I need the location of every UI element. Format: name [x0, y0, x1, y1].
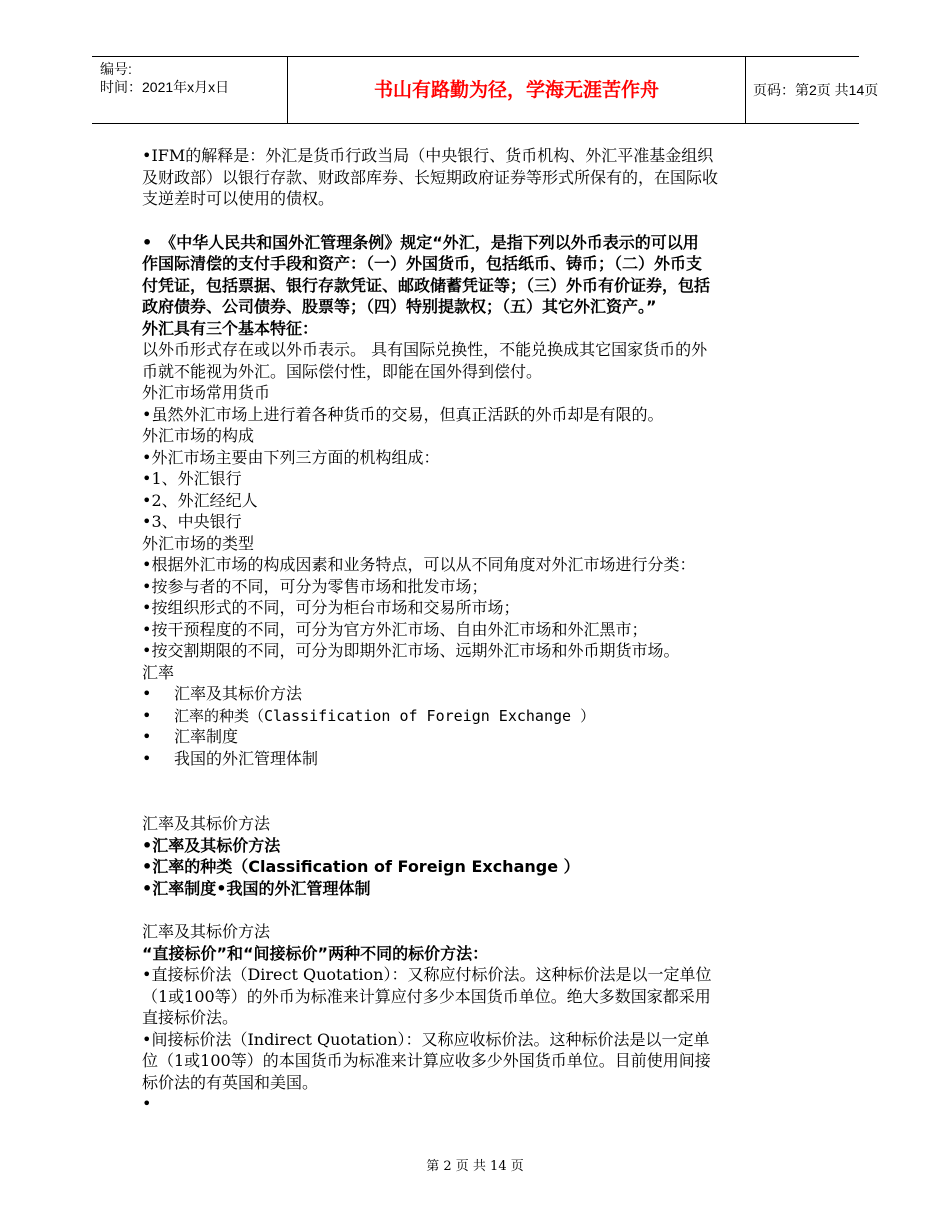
- body-line: 及财政部）以银行存款、财政部库券、长短期政府证券等形式所保有的，在国际收: [142, 167, 719, 187]
- body-line: 外汇市场的构成: [142, 426, 255, 445]
- body-line: •1、外汇银行: [142, 469, 242, 488]
- header-motto: 书山有路勤为径，学海无涯苦作舟: [373, 79, 659, 101]
- time-label: 时间：2021年x月x日: [100, 79, 230, 95]
- body-line: 标价法的有英国和美国。: [142, 1072, 319, 1092]
- body-line: •间接标价法（Indirect Quotation）：又称应收标价法。这种标价法是以一定单: [142, 1029, 710, 1049]
- body-line: 币就不能视为外汇。国际偿付性，即能在国外得到偿付。: [142, 361, 543, 381]
- body-line: •直接标价法（Direct Quotation）：又称应付标价法。这种标价法是以一定单位: [142, 965, 712, 984]
- body-line-bold: 外汇具有三个基本特征：: [142, 318, 319, 338]
- bullet: •: [142, 727, 152, 746]
- body-line: 外汇市场常用货币: [142, 383, 271, 402]
- page-footer: 第 2 页 共 14 页: [426, 1159, 524, 1174]
- body-line: •按干预程度的不同，可分为官方外汇市场、自由外汇市场和外汇黑市；: [142, 619, 648, 639]
- list-item: [142, 748, 814, 770]
- body-line: •虽然外汇市场上进行着各种货币的交易，但真正活跃的外币却是有限的。: [142, 404, 664, 424]
- page-header: [92, 56, 879, 124]
- body-line: •按交割期限的不同，可分为即期外汇市场、远期外汇市场和外币期货市场。: [142, 641, 680, 660]
- list-item-text: 汇率及其标价方法: [174, 684, 303, 703]
- list-item: [142, 705, 814, 727]
- body-line: •外汇市场主要由下列三方面的机构组成：: [142, 447, 440, 467]
- body-line-bold: •汇率及其标价方法: [142, 835, 281, 855]
- list-item-text: 汇率的种类（Classification of Foreign Exchange ）: [174, 706, 596, 725]
- body-line: •IFM的解释是：外汇是货币行政当局（中央银行、货币机构、外汇平准基金组织: [142, 146, 714, 165]
- list-item: [142, 683, 814, 705]
- list-item: [142, 726, 814, 748]
- body-line: •根据外汇市场的构成因素和业务特点，可以从不同角度对外汇市场进行分类：: [142, 555, 696, 574]
- header-meta-cell: [92, 57, 287, 123]
- body-line-bold: 政府债券、公司债券、股票等；（四）特别提款权；（五）其它外汇资产。”: [142, 297, 657, 316]
- body-line: 支逆差时可以使用的债权。: [142, 189, 335, 208]
- body-line: •按组织形式的不同，可分为柜台市场和交易所市场；: [142, 598, 520, 617]
- body-line: •2、外汇经纪人: [142, 490, 258, 510]
- body-line: （1或100等）的外币为标准来计算应付多少本国货币单位。绝大多数国家都采用: [142, 986, 711, 1006]
- number-label: 编号:: [100, 61, 132, 77]
- list-item-text: 我国的外汇管理体制: [174, 748, 319, 768]
- bullet: •: [142, 748, 152, 768]
- header-page-info: 页码：第2页 共14页: [753, 82, 879, 98]
- section-title: 汇率及其标价方法: [142, 922, 271, 941]
- body-line-bold: “直接标价”和“间接标价”两种不同的标价方法：: [142, 943, 489, 963]
- document-body: [142, 145, 814, 1115]
- bullet: •: [142, 684, 152, 703]
- header-motto-cell: [287, 57, 746, 123]
- body-line-bold: • 《中华人民共和国外汇管理条例》规定“外汇，是指下列以外币表示的可以用: [142, 232, 699, 252]
- body-line: 位（1或100等）的本国货币为标准来计算应收多少外国货币单位。目前使用间接: [142, 1051, 711, 1070]
- body-line: •按参与者的不同，可分为零售市场和批发市场；: [142, 576, 488, 596]
- body-line: 汇率: [142, 662, 175, 682]
- body-line: •3、中央银行: [142, 512, 242, 531]
- body-line: •: [142, 1094, 152, 1113]
- body-line-bold: •汇率的种类（Classification of Foreign Exchange ）: [142, 857, 580, 876]
- section-title: 汇率及其标价方法: [142, 814, 271, 833]
- list-item-text: 汇率制度: [174, 727, 239, 746]
- bullet: •: [142, 705, 152, 725]
- body-line: 以外币形式存在或以外币表示。 具有国际兑换性，不能兑换成其它国家货币的外: [142, 340, 708, 359]
- body-line: 外汇市场的类型: [142, 533, 255, 553]
- header-page-cell: [745, 57, 879, 123]
- body-line-bold: 付凭证，包括票据、银行存款凭证、邮政储蓄凭证等；（三）外币有价证券，包括: [142, 275, 711, 295]
- body-line: 直接标价法。: [142, 1008, 239, 1027]
- body-line-bold: 作国际清偿的支付手段和资产：（一）外国货币，包括纸币、铸币；（二）外币支: [142, 254, 703, 273]
- body-line-bold: •汇率制度•我国的外汇管理体制: [142, 878, 371, 898]
